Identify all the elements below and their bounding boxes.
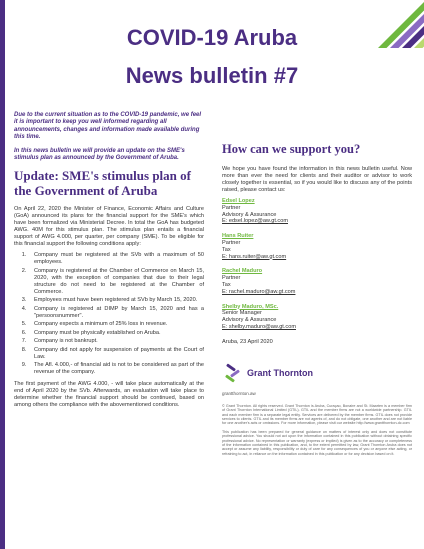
intro-paragraph-1: Due to the current situation as to the COVID-19 pandemic, we feel it is important to keep you well informed regarding all announcements, changes and information made available during this time. [14, 112, 202, 141]
contact-card [222, 268, 412, 295]
logo-wordmark: Grant Thornton [247, 367, 313, 378]
contact-dept: Tax [222, 246, 231, 253]
contact-role: Senior Manager [222, 310, 262, 317]
page-title-line1: COVID-19 Aruba [126, 25, 298, 50]
sme-paragraph-2: The first payment of the AWG 4.000, - will take place automatically at the end of April 2020 by the SVb. Afterwards, an evaluation will take place to determine whether the financial support should be continued, based on among others the compliance with the abovementioned conditions. [14, 381, 204, 409]
support-heading: How can we support you? [222, 142, 361, 156]
condition-item: 8. Company did not apply for suspension of payments at the Court of Law. [28, 347, 204, 361]
condition-item: 1. Company must be registered at the SVb with a maximum of 50 employees. [28, 252, 204, 266]
condition-item: 9. The Afl. 4.000,- of financial aid is not to be considered as part of the revenue of the company. [28, 362, 204, 376]
left-accent-bar [0, 0, 5, 549]
grant-thornton-logo-icon [222, 363, 242, 383]
condition-item: 6. Company must be physically established on Aruba. [28, 330, 204, 337]
contact-email-link[interactable]: E: hans.ruiter@aw.gt.com [222, 253, 287, 260]
condition-item: 2. Company is registered at the Chamber of Commerce on March 15, 2020, with the exception of companies that due to their legal structure do not need to be registered at the Chamber of Commerce. [28, 268, 204, 296]
contact-card [222, 233, 412, 260]
contact-role: Partner [222, 275, 241, 282]
contact-dept: Advisory & Assurance [222, 211, 277, 218]
contact-email-link[interactable]: E: rachel.maduro@aw.gt.com [222, 288, 296, 295]
conditions-list [28, 252, 204, 376]
condition-item: 7. Company is not bankrupt. [28, 338, 204, 345]
contact-name: Shelby Maduro, MSc. [222, 303, 279, 310]
condition-item: 3. Employees must have been registered at SVb by March 15, 2020. [28, 297, 204, 304]
website-link[interactable]: grantthornton.aw [222, 390, 256, 396]
contact-dept: Advisory & Assurance [222, 317, 277, 324]
contact-email-link[interactable]: E: edsel.lopez@aw.gt.com [222, 218, 288, 225]
grant-thornton-logo [222, 363, 412, 383]
bulletin-date: Aruba, 23 April 2020 [222, 338, 273, 345]
copyright-notice: © Grant Thornton. All rights reserved. Grant Thornton is Aruba, Curaçao, Bonaire and St. Maarten is a member firm of Grant Thornton International Limited (GTIL). GTIL and the member firms are not a worldwide partnership. GTIL and each member firm is a separate legal entity. Services are delivered by the member firms. GTIL does not provide services to clients. GTIL and its member firms are not agents of, and do not obligate, one another and are not liable for one another's acts or omissions. For more information, please visit our website http://www.grantthornton-dc.com [222, 403, 412, 426]
condition-item: 5. Company expects a minimum of 25% loss in revenue. [28, 321, 204, 328]
left-column [14, 112, 204, 413]
support-intro: We hope you have found the information in this news bulletin useful. Now more than ever the need for clients and their auditor or advisor to work closely together is essential, so if you would like to discuss any of the points raised, please contact us: [222, 166, 412, 193]
disclaimer-notice: This publication has been prepared for general guidance on matters of interest only and does not constitute professional advice. You should not act upon the information contained in this publication without obtaining specific professional advice. No representation or warranty (express or implied) is given as to the accuracy or completeness of the information contained in this publication, and, to the extent permitted by law, Grant Thornton Aruba does not accept or assume any liability, responsibility or duty of care for any consequences of you or anyone else acting, or refraining to act, in reliance on the information contained in this publication or for any decision based on it. [222, 429, 412, 456]
contact-role: Partner [222, 239, 241, 246]
right-column [222, 112, 412, 460]
condition-item: 4. Company is registered at DIMP by March 15, 2020 and has a "persoonsnummer". [28, 306, 204, 320]
contact-card [222, 304, 412, 331]
contact-card [222, 198, 412, 225]
section-heading-sme: Update: SME's stimulus plan of the Government of Aruba [14, 168, 191, 199]
contact-name: Hans Ruiter [222, 233, 254, 240]
page-title-line2: News bulletin #7 [125, 63, 299, 88]
contact-name: Rachel Maduro [222, 268, 263, 275]
contact-email-link[interactable]: E: shelby.maduro@aw.gt.com [222, 323, 296, 330]
intro-paragraph-2: In this news bulletin we will provide an update on the SME's stimulus plan as announced by the Government of Aruba. [14, 147, 185, 162]
sme-paragraph-1: On April 22, 2020 the Minister of Finance, Economic Affairs and Culture (GoA) announced its plans for the financial support for the SME's which have been formalized via Ministerial Decree. In total the GoA has budgeted AWG. 40M for this stimulus plan. The stimulus plan entails a financial support of AWG 4.000, per quarter, per company (SME). To be eligible for this financial support the following conditions apply: [14, 206, 204, 248]
contact-name: Edsel Lopez [222, 198, 255, 204]
contact-role: Partner [222, 204, 241, 211]
contact-dept: Tax [222, 281, 231, 288]
